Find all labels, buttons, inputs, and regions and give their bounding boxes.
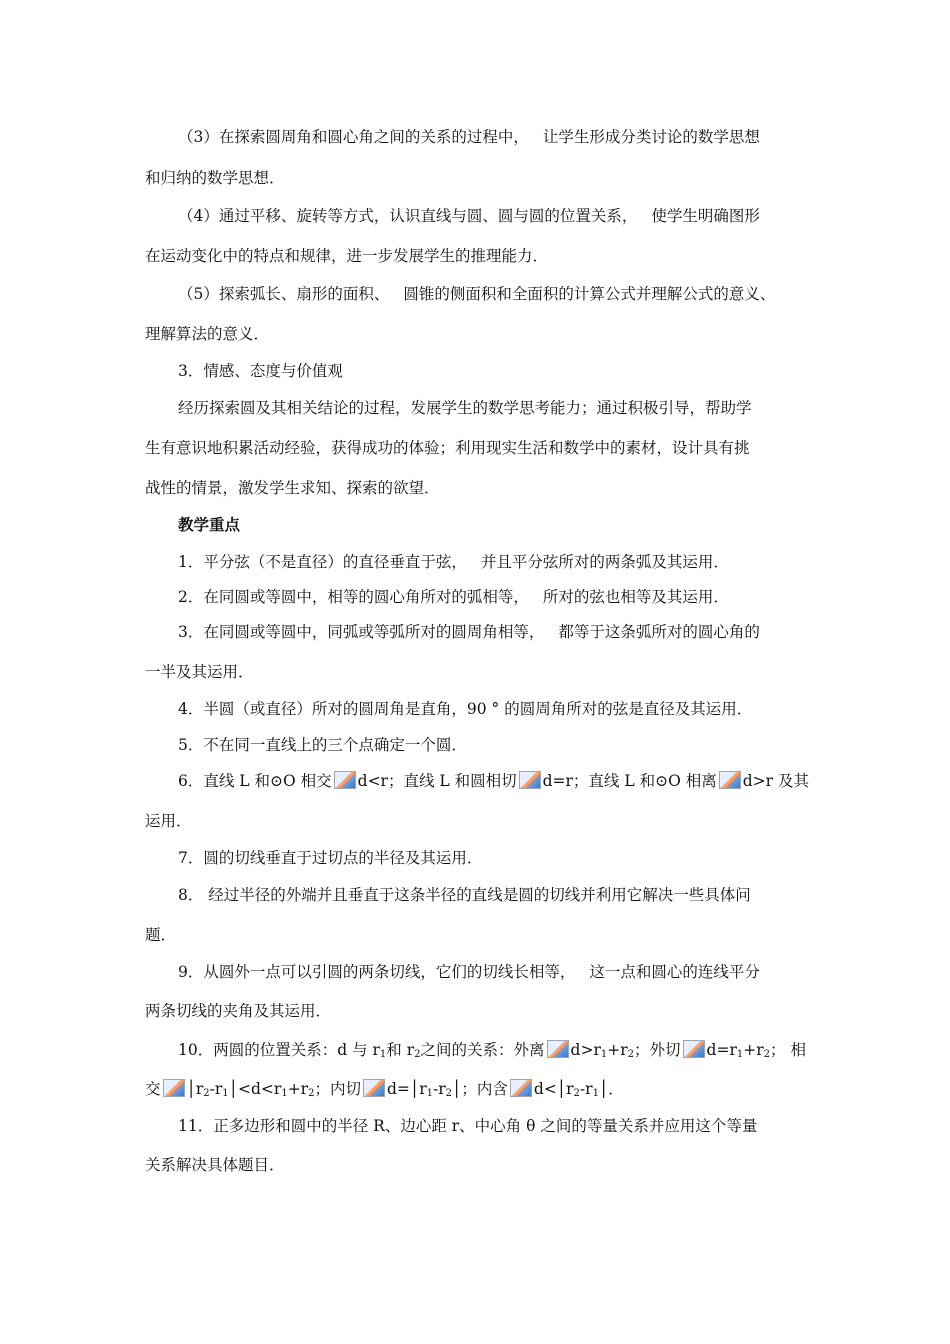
- paragraph-line: 经历探索圆及其相关结论的过程，发展学生的数学思考能力；通过积极引导，帮助学: [178, 399, 752, 417]
- list-item-continuation: 运用．: [145, 812, 192, 830]
- list-item: 4．半圆（或直径）所对的圆周角是直角，90 ° 的圆周角所对的弦是直径及其运用．: [178, 700, 753, 718]
- broken-image-icon: [719, 771, 741, 789]
- list-item: 11．正多边形和圆中的半径 R、边心距 r、中心角 θ 之间的等量关系并应用这个等量: [178, 1117, 758, 1135]
- paragraph-line: （3）在探索圆周角和圆心角之间的关系的过程中， 让学生形成分类讨论的数学思想: [178, 128, 760, 146]
- list-item: 1．平分弦（不是直径）的直径垂直于弦， 并且平分弦所对的两条弧及其运用．: [178, 553, 729, 571]
- section-title: 教学重点: [178, 515, 241, 534]
- list-item: 8． 经过半径的外端并且垂直于这条半径的直线是圆的切线并利用它解决一些具体问: [178, 886, 751, 904]
- list-item-continuation: 一半及其运用．: [145, 663, 254, 681]
- list-item-continuation: 交 $│r_2-r_1│<d<r_1+r_2$；内切 $d=│r_1-r_2│$；内含 $d<│r_2-r_1│$．: [145, 1080, 624, 1099]
- broken-image-icon: [363, 1079, 385, 1097]
- broken-image-icon: [519, 771, 541, 789]
- list-item-continuation: 两条切线的夹角及其运用．: [145, 1002, 332, 1020]
- paragraph-line: 生有意识地积累活动经验，获得成功的体验；利用现实生活和数学中的素材，设计具有挑: [145, 439, 750, 457]
- broken-image-icon: [510, 1079, 532, 1097]
- list-item: 5．不在同一直线上的三个点确定一个圆．: [178, 736, 467, 754]
- paragraph-line: （4）通过平移、旋转等方式，认识直线与圆、圆与圆的位置关系， 使学生明确图形: [178, 207, 760, 225]
- list-item-continuation: 题．: [145, 926, 177, 944]
- list-item-continuation: 关系解决具体题目．: [145, 1156, 285, 1174]
- paragraph-line: （5）探索弧长、扇形的面积、 圆锥的侧面积和全面积的计算公式并理解公式的意义、: [178, 285, 776, 303]
- paragraph-line: 和归纳的数学思想．: [145, 169, 285, 187]
- broken-image-icon: [334, 771, 356, 789]
- paragraph-line: 理解算法的意义．: [145, 325, 270, 343]
- list-item: 6．直线 L 和⊙O 相交 d<r；直线 L 和圆相切 d=r；直线 L 和⊙O 相离 d>r 及其: [178, 772, 809, 790]
- section-heading: 3．情感、态度与价值观: [178, 362, 343, 380]
- broken-image-icon: [547, 1040, 569, 1058]
- paragraph-line: 在运动变化中的特点和规律，进一步发展学生的推理能力．: [145, 247, 549, 265]
- broken-image-icon: [683, 1040, 705, 1058]
- paragraph-line: 战性的情景，激发学生求知、探索的欲望．: [145, 479, 440, 497]
- list-item: 10．两圆的位置关系：d 与 $r_1$和 $r_2$之间的关系：外离 $d>r_1+r_2$；外切 $d=r_1+r_2$； 相: [178, 1041, 806, 1060]
- broken-image-icon: [163, 1079, 185, 1097]
- list-item: 7．圆的切线垂直于过切点的半径及其运用．: [178, 849, 483, 867]
- list-item: 2．在同圆或等圆中，相等的圆心角所对的弧相等， 所对的弦也相等及其运用．: [178, 588, 729, 606]
- list-item: 3．在同圆或等圆中，同弧或等弧所对的圆周角相等， 都等于这条弧所对的圆心角的: [178, 623, 760, 641]
- list-item: 9．从圆外一点可以引圆的两条切线，它们的切线长相等， 这一点和圆心的连线平分: [178, 963, 760, 981]
